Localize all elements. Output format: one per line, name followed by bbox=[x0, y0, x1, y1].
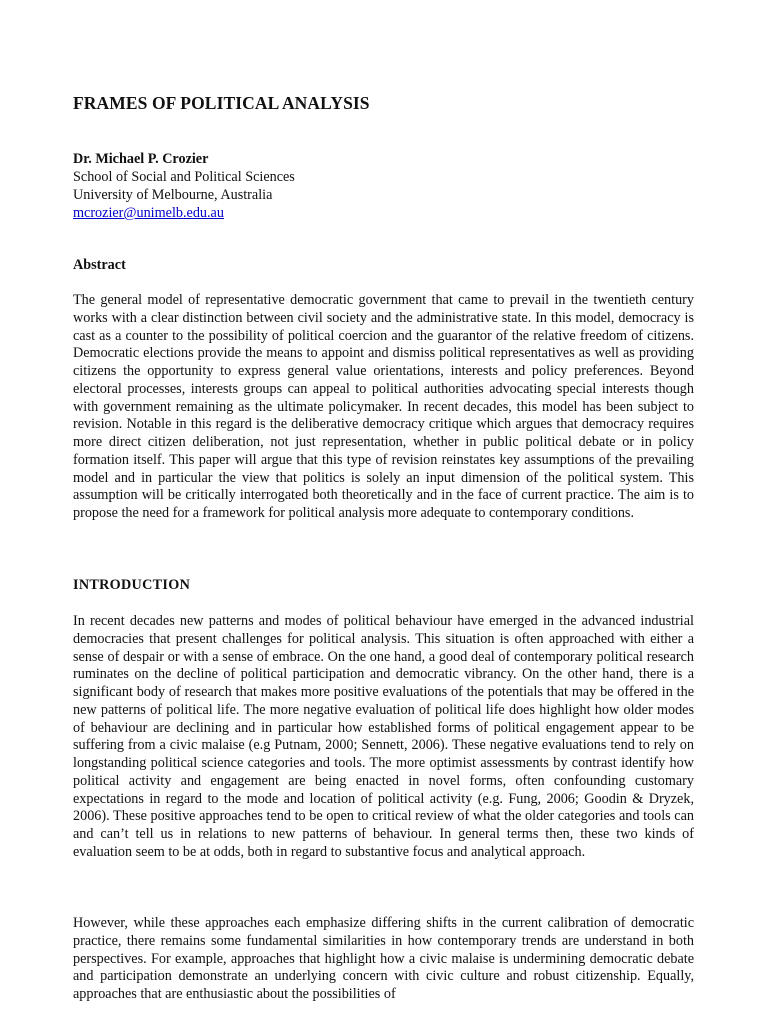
author-institution: University of Melbourne, Australia bbox=[73, 187, 273, 203]
introduction-paragraph: In recent decades new patterns and modes of political behaviour have emerged in the advanced industrial democracies that present challenges for political analysis. This situation is often approached with either a sense of despair or with a sense of embrace. On the one hand, a good deal of contemporary political research ruminates on the decline of political participation and democratic vibrancy. On the other hand, there is a significant body of research that makes more positive evaluations of the potentials that may be offered in the new patterns of political life. The more negative evaluation of political life does highlight how older modes of behaviour are declining and in particular how established forms of political engagement appear to be suffering from a civic malaise (e.g Putnam, 2000; Sennett, 2006). These negative evaluations tend to rely on longstanding political science categories and tools. The more optimist assessments by contrast identify how political activity and engagement are being enacted in novel forms, often confounding customary expectations in regard to the mode and location of political activity (e.g. Fung, 2006; Goodin & Dryzek, 2006). These positive approaches tend to be open to critical review of what the older categories and tools can and can’t tell us in relations to new patterns of behaviour. In general terms then, these two kinds of evaluation seem to be at odds, both in regard to substantive focus and analytical approach. bbox=[73, 613, 694, 860]
author-department: School of Social and Political Sciences bbox=[73, 169, 295, 185]
paper-title: FRAMES OF POLITICAL ANALYSIS bbox=[73, 93, 370, 113]
introduction-heading: INTRODUCTION bbox=[73, 577, 191, 593]
author-email-link[interactable]: mcrozier@unimelb.edu.au bbox=[73, 205, 224, 221]
author-block bbox=[73, 150, 295, 222]
abstract-text: The general model of representative democratic government that came to prevail in the twentieth century works with a clear distinction between civil society and the administrative state. In this model, democracy is cast as a counter to the possibility of political coercion and the guarantor of the relative freedom of citizens. Democratic elections provide the means to appoint and dismiss political representatives as well as providing citizens the opportunity to express general value orientations, interests and policy preferences. Beyond electoral processes, interests groups can appeal to political authorities advocating special interests though with government remaining as the ultimate policymaker. In recent decades, this model has been subject to revision. Notable in this regard is the deliberative democracy critique which argues that democracy requires more direct citizen deliberation, not just representation, whether in public political debate or in policy formation itself. This paper will argue that this type of revision reinstates key assumptions of the prevailing model and in particular the view that politics is solely an input dimension of the political system. This assumption will be critically interrogated both theoretically and in the face of current practice. The aim is to propose the need for a framework for political analysis more adequate to contemporary conditions. bbox=[73, 292, 694, 521]
introduction-paragraph: However, while these approaches each emphasize differing shifts in the current calibration of democratic practice, there remains some fundamental similarities in how contemporary trends are understand in both perspectives. For example, approaches that highlight how a civic malaise is undermining democratic debate and participation demonstrate an underlying concern with civic culture and robust citizenship. Equally, approaches that are enthusiastic about the possibilities of bbox=[73, 915, 694, 1002]
abstract-heading: Abstract bbox=[73, 257, 126, 273]
author-name: Dr. Michael P. Crozier bbox=[73, 151, 209, 167]
